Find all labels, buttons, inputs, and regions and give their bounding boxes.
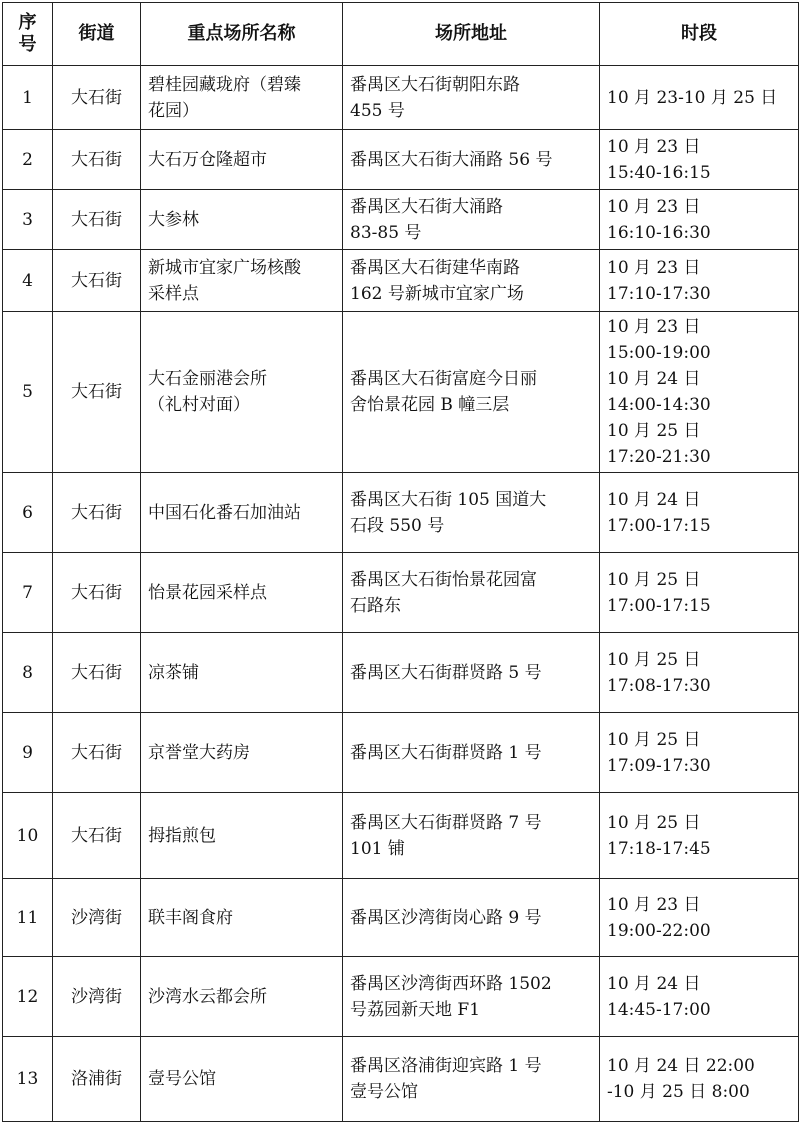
row-time-period bbox=[600, 1037, 799, 1122]
row-index: 1 bbox=[3, 66, 53, 130]
row-time-period bbox=[600, 713, 799, 793]
row-time-period-line: 19:00-22:00 bbox=[607, 920, 711, 941]
row-venue-name-line: 中国石化番石加油站 bbox=[148, 502, 301, 523]
row-time-period-line: -10 月 25 日 8:00 bbox=[607, 1082, 750, 1102]
table-body bbox=[3, 66, 799, 1122]
row-address bbox=[343, 957, 600, 1037]
row-address-line: 83-85 号 bbox=[350, 222, 422, 243]
row-time-period-line: 15:40-16:15 bbox=[607, 162, 711, 183]
row-venue-name-line: 大参林 bbox=[148, 209, 199, 230]
row-street: 洛浦街 bbox=[53, 1037, 141, 1122]
row-time-period-line: 10 月 24 日 bbox=[607, 489, 701, 510]
row-venue-name bbox=[141, 793, 343, 879]
row-venue-name-line: 联丰阁食府 bbox=[148, 907, 233, 928]
row-time-period-line: 10 月 25 日 bbox=[607, 421, 701, 441]
row-address bbox=[343, 130, 600, 190]
row-time-period-line: 10 月 23 日 bbox=[607, 894, 701, 915]
venue-table bbox=[2, 2, 799, 1122]
row-address-line: 162 号新城市宜家广场 bbox=[350, 283, 524, 304]
row-venue-name bbox=[141, 473, 343, 553]
row-venue-name bbox=[141, 312, 343, 473]
row-venue-name-line: 大石万仓隆超市 bbox=[148, 149, 267, 170]
row-address-line: 番禺区大石街大涌路 56 号 bbox=[350, 149, 553, 170]
row-address-line: 番禺区沙湾街岗心路 9 号 bbox=[350, 907, 542, 928]
row-address bbox=[343, 1037, 600, 1122]
row-index: 2 bbox=[3, 130, 53, 190]
row-time-period bbox=[600, 312, 799, 473]
row-index: 11 bbox=[3, 879, 53, 957]
row-address-line: 455 号 bbox=[350, 100, 405, 121]
table-row bbox=[3, 713, 799, 793]
row-venue-name bbox=[141, 713, 343, 793]
row-time-period-line: 10 月 23 日 bbox=[607, 196, 701, 217]
row-time-period bbox=[600, 250, 799, 312]
row-venue-name bbox=[141, 190, 343, 250]
row-time-period-line: 14:00-14:30 bbox=[607, 395, 711, 415]
row-time-period-line: 17:00-17:15 bbox=[607, 595, 711, 616]
row-address bbox=[343, 713, 600, 793]
row-address bbox=[343, 250, 600, 312]
row-time-period-line: 10 月 23-10 月 25 日 bbox=[607, 87, 778, 108]
row-street: 大石街 bbox=[53, 312, 141, 473]
row-address bbox=[343, 633, 600, 713]
row-address bbox=[343, 190, 600, 250]
row-time-period-line: 16:10-16:30 bbox=[607, 222, 711, 243]
row-address-line: 101 铺 bbox=[350, 838, 405, 859]
row-address-line: 石段 550 号 bbox=[350, 515, 445, 536]
row-address-line: 番禺区大石街大涌路 bbox=[350, 196, 503, 217]
header-address: 场所地址 bbox=[343, 3, 600, 66]
row-index: 5 bbox=[3, 312, 53, 473]
table-row bbox=[3, 312, 799, 473]
table-row bbox=[3, 1037, 799, 1122]
row-address-line: 番禺区大石街朝阳东路 bbox=[350, 74, 520, 95]
row-address-line: 番禺区洛浦街迎宾路 1 号 bbox=[350, 1056, 542, 1076]
row-venue-name bbox=[141, 633, 343, 713]
row-venue-name bbox=[141, 957, 343, 1037]
row-venue-name-line: 拇指煎包 bbox=[148, 825, 216, 846]
row-address-line: 番禺区大石街群贤路 5 号 bbox=[350, 662, 542, 683]
row-index: 6 bbox=[3, 473, 53, 553]
row-address-line: 舍怡景花园 B 幢三层 bbox=[350, 395, 510, 415]
row-street: 大石街 bbox=[53, 473, 141, 553]
row-address bbox=[343, 879, 600, 957]
row-time-period bbox=[600, 130, 799, 190]
row-time-period-line: 10 月 23 日 bbox=[607, 317, 701, 337]
row-index: 4 bbox=[3, 250, 53, 312]
row-time-period-line: 10 月 25 日 bbox=[607, 569, 701, 590]
row-time-period-line: 17:10-17:30 bbox=[607, 283, 711, 304]
row-address bbox=[343, 793, 600, 879]
row-index: 12 bbox=[3, 957, 53, 1037]
header-venue-name: 重点场所名称 bbox=[141, 3, 343, 66]
row-time-period-line: 10 月 23 日 bbox=[607, 257, 701, 278]
table-row bbox=[3, 130, 799, 190]
row-address-line: 番禺区大石街怡景花园富 bbox=[350, 569, 537, 590]
row-address-line: 番禺区大石街富庭今日丽 bbox=[350, 369, 537, 389]
row-street: 大石街 bbox=[53, 793, 141, 879]
row-venue-name-line: 花园） bbox=[148, 100, 199, 121]
row-street: 大石街 bbox=[53, 190, 141, 250]
table-row bbox=[3, 250, 799, 312]
row-time-period-line: 10 月 24 日 bbox=[607, 369, 701, 389]
row-time-period-line: 17:09-17:30 bbox=[607, 755, 711, 776]
row-time-period bbox=[600, 553, 799, 633]
row-venue-name-line: 采样点 bbox=[148, 283, 199, 304]
row-street: 大石街 bbox=[53, 553, 141, 633]
row-index: 7 bbox=[3, 553, 53, 633]
row-index: 13 bbox=[3, 1037, 53, 1122]
row-index: 3 bbox=[3, 190, 53, 250]
table-row bbox=[3, 879, 799, 957]
row-address-line: 番禺区沙湾街西环路 1502 bbox=[350, 973, 552, 994]
row-address-line: 番禺区大石街建华南路 bbox=[350, 257, 520, 278]
row-venue-name-line: 碧桂园藏珑府（碧臻 bbox=[148, 74, 301, 95]
row-time-period-line: 14:45-17:00 bbox=[607, 999, 711, 1020]
table-row bbox=[3, 957, 799, 1037]
row-address-line: 番禺区大石街群贤路 1 号 bbox=[350, 742, 542, 763]
row-venue-name bbox=[141, 66, 343, 130]
row-address-line: 番禺区大石街 105 国道大 bbox=[350, 489, 547, 510]
row-venue-name bbox=[141, 1037, 343, 1122]
row-street: 大石街 bbox=[53, 130, 141, 190]
row-venue-name bbox=[141, 130, 343, 190]
row-address-line: 壹号公馆 bbox=[350, 1082, 418, 1102]
row-time-period bbox=[600, 879, 799, 957]
table-row bbox=[3, 553, 799, 633]
table-row bbox=[3, 190, 799, 250]
row-time-period bbox=[600, 793, 799, 879]
header-time-period: 时段 bbox=[600, 3, 799, 66]
row-venue-name-line: 沙湾水云都会所 bbox=[148, 986, 267, 1007]
row-venue-name-line: 新城市宜家广场核酸 bbox=[148, 257, 301, 278]
row-time-period-line: 10 月 25 日 bbox=[607, 729, 701, 750]
row-time-period-line: 17:20-21:30 bbox=[607, 447, 711, 467]
row-street: 大石街 bbox=[53, 66, 141, 130]
row-venue-name-line: （礼村对面） bbox=[148, 395, 250, 415]
row-index: 10 bbox=[3, 793, 53, 879]
header-street: 街道 bbox=[53, 3, 141, 66]
row-street: 大石街 bbox=[53, 633, 141, 713]
row-index: 8 bbox=[3, 633, 53, 713]
row-time-period-line: 10 月 25 日 bbox=[607, 812, 701, 833]
table-row bbox=[3, 66, 799, 130]
row-address-line: 石路东 bbox=[350, 595, 401, 616]
row-venue-name-line: 京誉堂大药房 bbox=[148, 742, 250, 763]
row-time-period-line: 10 月 23 日 bbox=[607, 136, 701, 157]
row-time-period-line: 10 月 25 日 bbox=[607, 649, 701, 670]
row-address bbox=[343, 553, 600, 633]
header-index: 序 号 bbox=[3, 3, 53, 66]
table-row bbox=[3, 633, 799, 713]
row-index: 9 bbox=[3, 713, 53, 793]
row-venue-name-line: 壹号公馆 bbox=[148, 1069, 216, 1089]
table-row bbox=[3, 793, 799, 879]
row-venue-name bbox=[141, 879, 343, 957]
row-venue-name-line: 凉茶铺 bbox=[148, 662, 199, 683]
row-address-line: 番禺区大石街群贤路 7 号 bbox=[350, 812, 542, 833]
row-address bbox=[343, 312, 600, 473]
row-time-period-line: 17:08-17:30 bbox=[607, 675, 711, 696]
row-time-period-line: 10 月 24 日 22:00 bbox=[607, 1056, 755, 1076]
table-row bbox=[3, 473, 799, 553]
row-time-period bbox=[600, 633, 799, 713]
row-venue-name bbox=[141, 250, 343, 312]
row-time-period-line: 17:00-17:15 bbox=[607, 515, 711, 536]
row-street: 大石街 bbox=[53, 713, 141, 793]
header-row bbox=[3, 3, 799, 66]
row-time-period-line: 17:18-17:45 bbox=[607, 838, 711, 859]
row-time-period bbox=[600, 190, 799, 250]
row-venue-name-line: 怡景花园采样点 bbox=[148, 582, 267, 603]
row-address-line: 号荔园新天地 F1 bbox=[350, 999, 481, 1020]
row-address bbox=[343, 66, 600, 130]
row-street: 沙湾街 bbox=[53, 957, 141, 1037]
row-street: 沙湾街 bbox=[53, 879, 141, 957]
row-venue-name bbox=[141, 553, 343, 633]
row-venue-name-line: 大石金丽港会所 bbox=[148, 369, 267, 389]
row-address bbox=[343, 473, 600, 553]
row-street: 大石街 bbox=[53, 250, 141, 312]
row-time-period bbox=[600, 473, 799, 553]
row-time-period-line: 10 月 24 日 bbox=[607, 973, 701, 994]
row-time-period bbox=[600, 957, 799, 1037]
row-time-period bbox=[600, 66, 799, 130]
row-time-period-line: 15:00-19:00 bbox=[607, 343, 711, 363]
